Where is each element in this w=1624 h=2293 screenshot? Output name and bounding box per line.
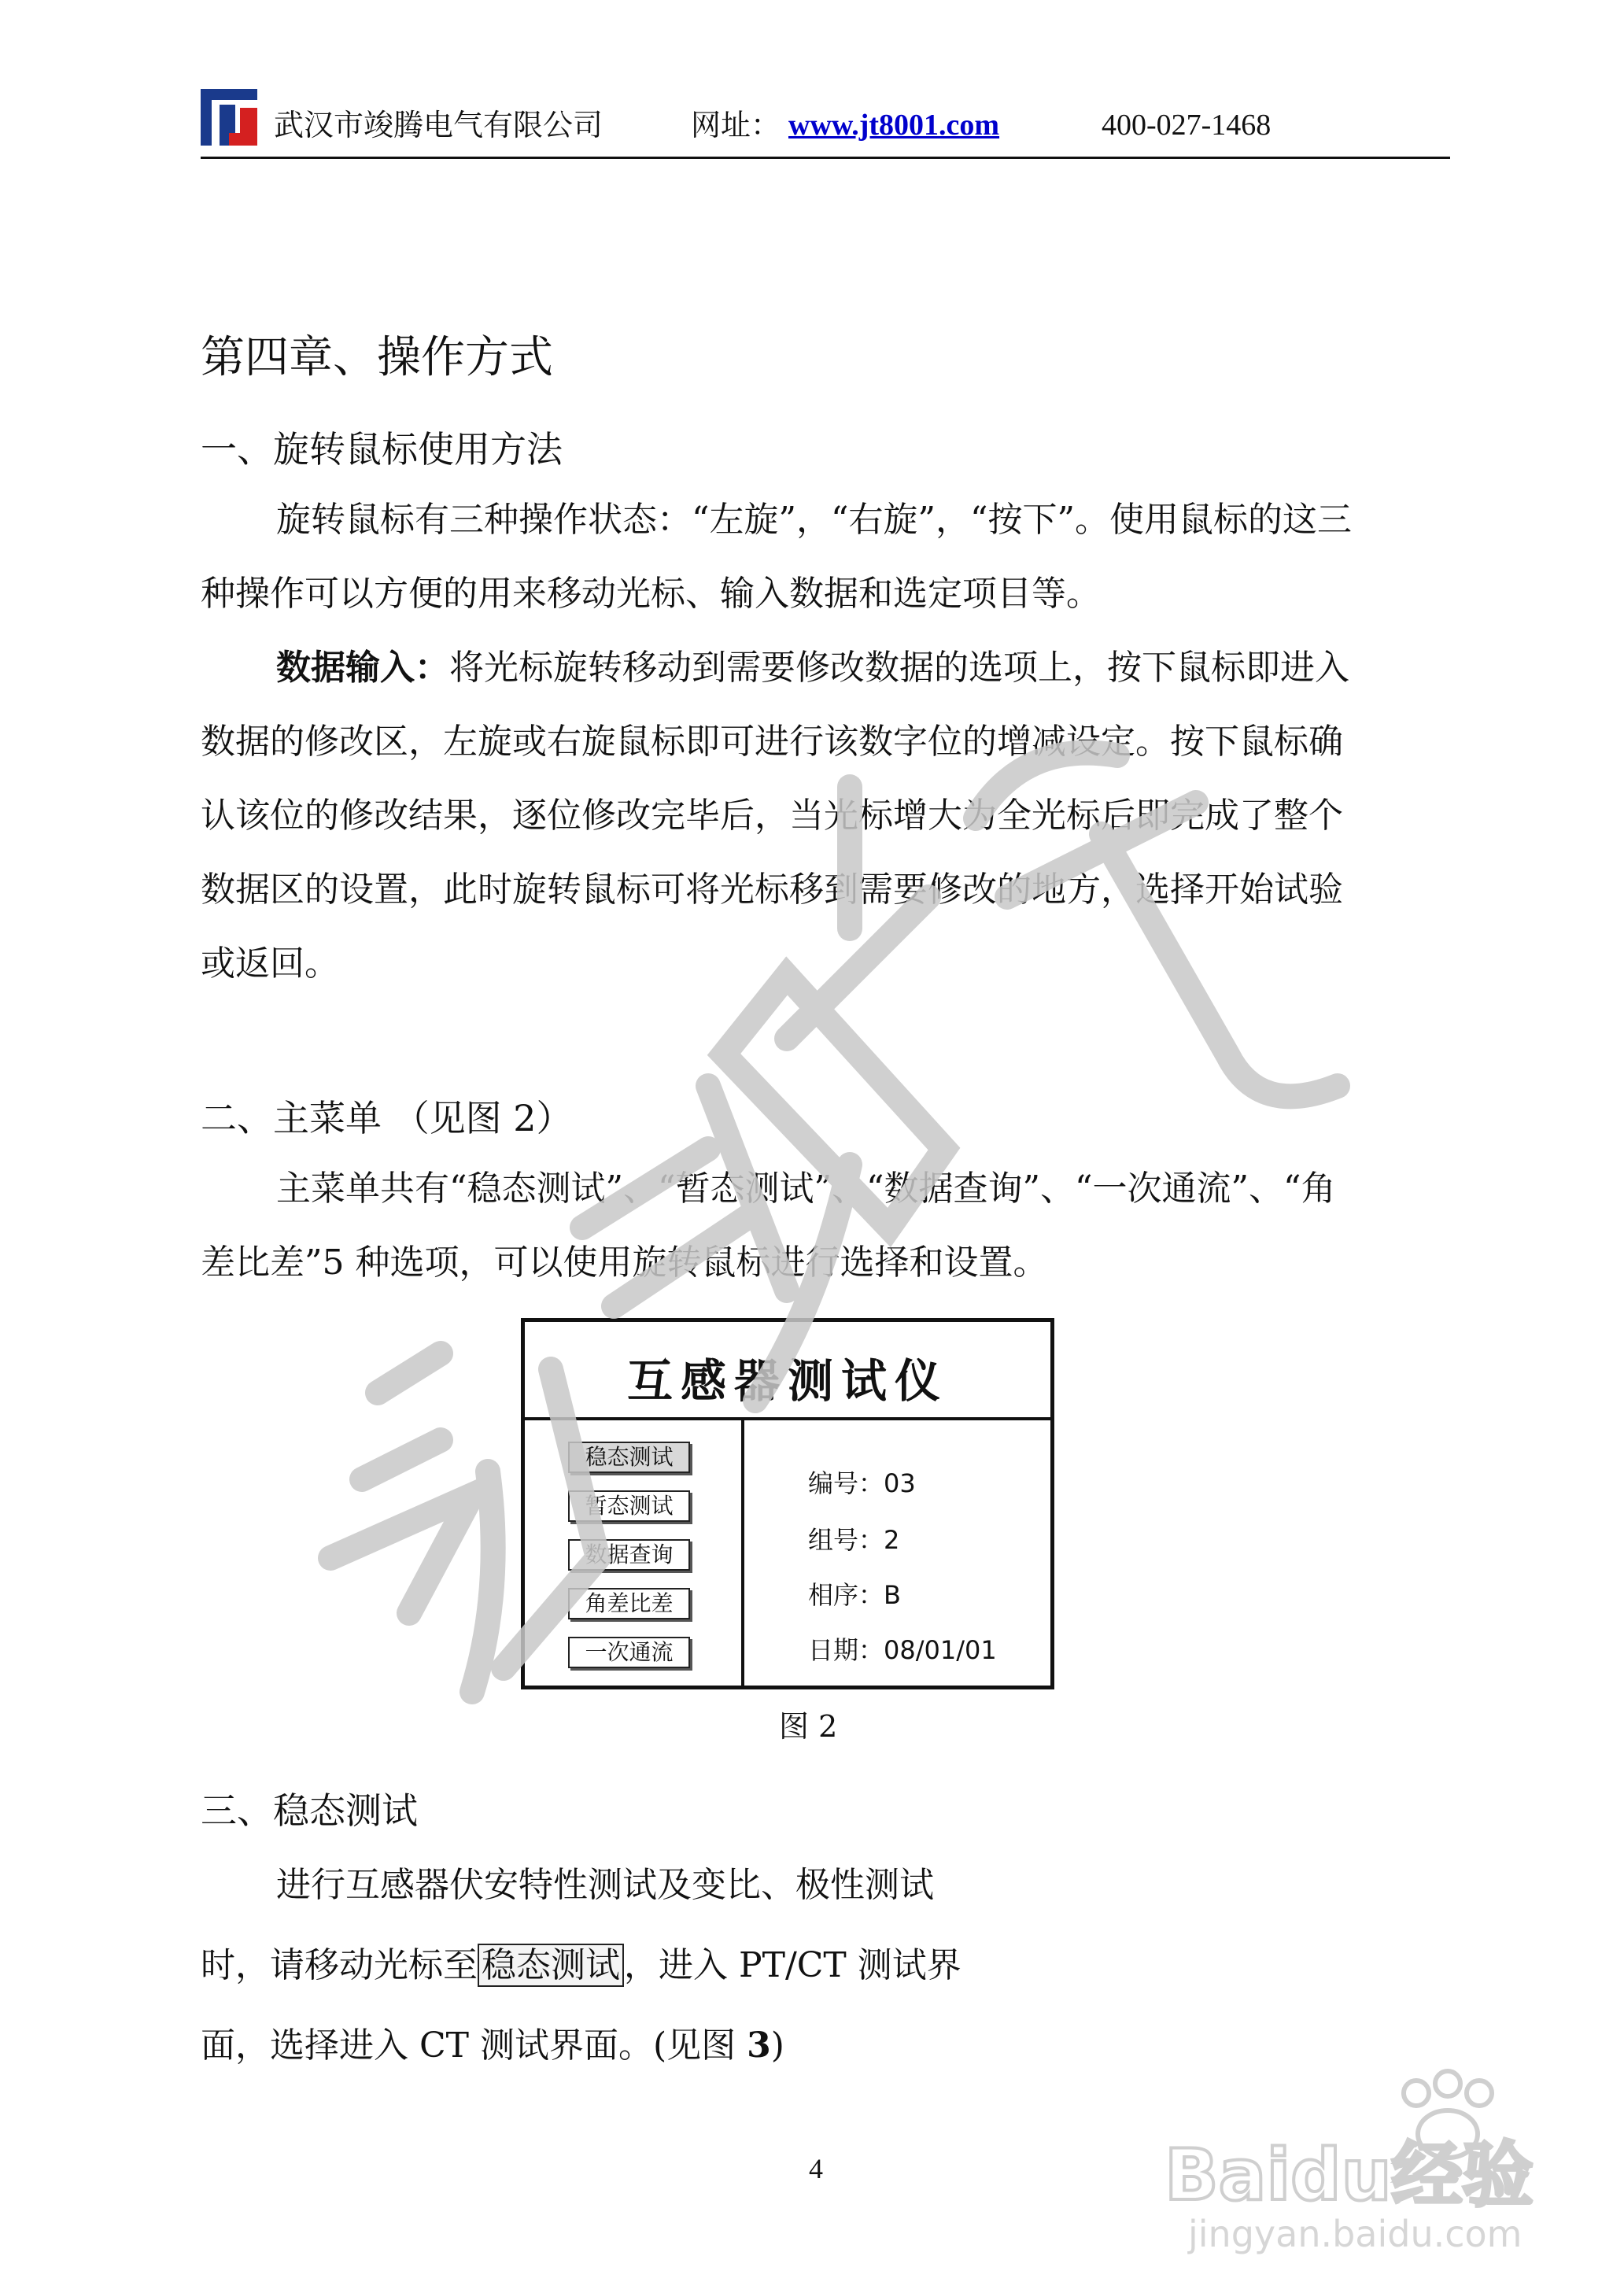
baidu-watermark-logo bbox=[1157, 2062, 1597, 2258]
text-line: 面，选择进入 CT 测试界面。(见图 bbox=[201, 2025, 747, 2066]
section-2-title: 二、主菜单 （见图 2） bbox=[201, 1097, 573, 1139]
section-1-title: 一、旋转鼠标使用方法 bbox=[201, 428, 563, 471]
text-line: 进行互感器伏安特性测试及变比、极性测试 bbox=[276, 1865, 934, 1905]
text-line: 将光标旋转移动到需要修改数据的选项上，按下鼠标即进入 bbox=[449, 648, 1349, 688]
text-line: 差比差”5 种选项，可以使用旋转鼠标进行选择和设置。 bbox=[201, 1243, 1048, 1283]
info-group: 组号：2 bbox=[808, 1525, 900, 1555]
baidu-watermark-url: jingyan.baidu.com bbox=[1188, 2213, 1522, 2255]
text-line: 或返回。 bbox=[201, 943, 339, 984]
figure-ref-number: 3 bbox=[747, 2025, 771, 2066]
figure-title-bar bbox=[525, 1322, 1050, 1420]
figure-main-menu bbox=[521, 1318, 1054, 1689]
menu-button-steady-test[interactable]: 稳态测试 bbox=[568, 1442, 690, 1473]
text-line: 主菜单共有“稳态测试”、“暂态测试”、“数据查询”、“一次通流”、“角 bbox=[276, 1169, 1336, 1209]
text-line: 数据的修改区，左旋或右旋鼠标即可进行该数字位的增减设定。按下鼠标确 bbox=[201, 722, 1343, 762]
section-1-paragraph-1 bbox=[201, 483, 1450, 631]
text-line: 时，请移动光标至 bbox=[201, 1945, 478, 1985]
section-2-paragraph-1 bbox=[201, 1152, 1450, 1300]
steady-test-inline-button: 稳态测试 bbox=[478, 1944, 624, 1987]
info-phase: 相序：B bbox=[808, 1580, 901, 1610]
text-line: ，进入 PT/CT 测试界 bbox=[624, 1945, 961, 1985]
company-logo-icon bbox=[201, 89, 257, 146]
menu-button-data-query[interactable]: 数据查询 bbox=[568, 1539, 690, 1571]
header-url-link[interactable]: www.jt8001.com bbox=[788, 109, 1000, 142]
text-line: ) bbox=[770, 2025, 784, 2066]
menu-button-primary-current[interactable]: 一次通流 bbox=[568, 1637, 690, 1668]
figure-title: 互感器测试仪 bbox=[626, 1354, 948, 1408]
text-line: 认该位的修改结果，逐位修改完毕后，当光标增大为全光标后即完成了整个 bbox=[201, 796, 1343, 836]
data-input-label: 数据输入： bbox=[276, 648, 449, 688]
section-3-title: 三、稳态测试 bbox=[201, 1789, 418, 1832]
figure-caption: 图 2 bbox=[779, 1709, 838, 1744]
header-divider bbox=[201, 157, 1450, 159]
text-line: 种操作可以方便的用来移动光标、输入数据和选定项目等。 bbox=[201, 574, 1101, 614]
info-date: 日期：08/01/01 bbox=[808, 1635, 997, 1665]
section-1-paragraph-2 bbox=[201, 631, 1450, 1001]
chapter-title: 第四章、操作方式 bbox=[201, 332, 553, 383]
header-phone: 400-027-1468 bbox=[1102, 109, 1272, 142]
figure-divider bbox=[741, 1417, 744, 1689]
text-line: 旋转鼠标有三种操作状态：“左旋”，“右旋”，“按下”。使用鼠标的这三 bbox=[276, 500, 1352, 540]
text-line: 数据区的设置，此时旋转鼠标可将光标移到需要修改的地方，选择开始试验 bbox=[201, 870, 1343, 910]
page-number: 4 bbox=[809, 2153, 823, 2184]
header-url-label: 网址： bbox=[691, 108, 781, 142]
menu-button-transient-test[interactable]: 暂态测试 bbox=[568, 1490, 690, 1522]
info-number: 编号：03 bbox=[808, 1468, 916, 1498]
baidu-watermark-text: Baidu经验 bbox=[1164, 2134, 1534, 2217]
header-company-name: 武汉市竣腾电气有限公司 bbox=[274, 108, 603, 142]
menu-button-angle-ratio[interactable]: 角差比差 bbox=[568, 1588, 690, 1619]
section-3-paragraph bbox=[201, 1845, 1450, 2086]
